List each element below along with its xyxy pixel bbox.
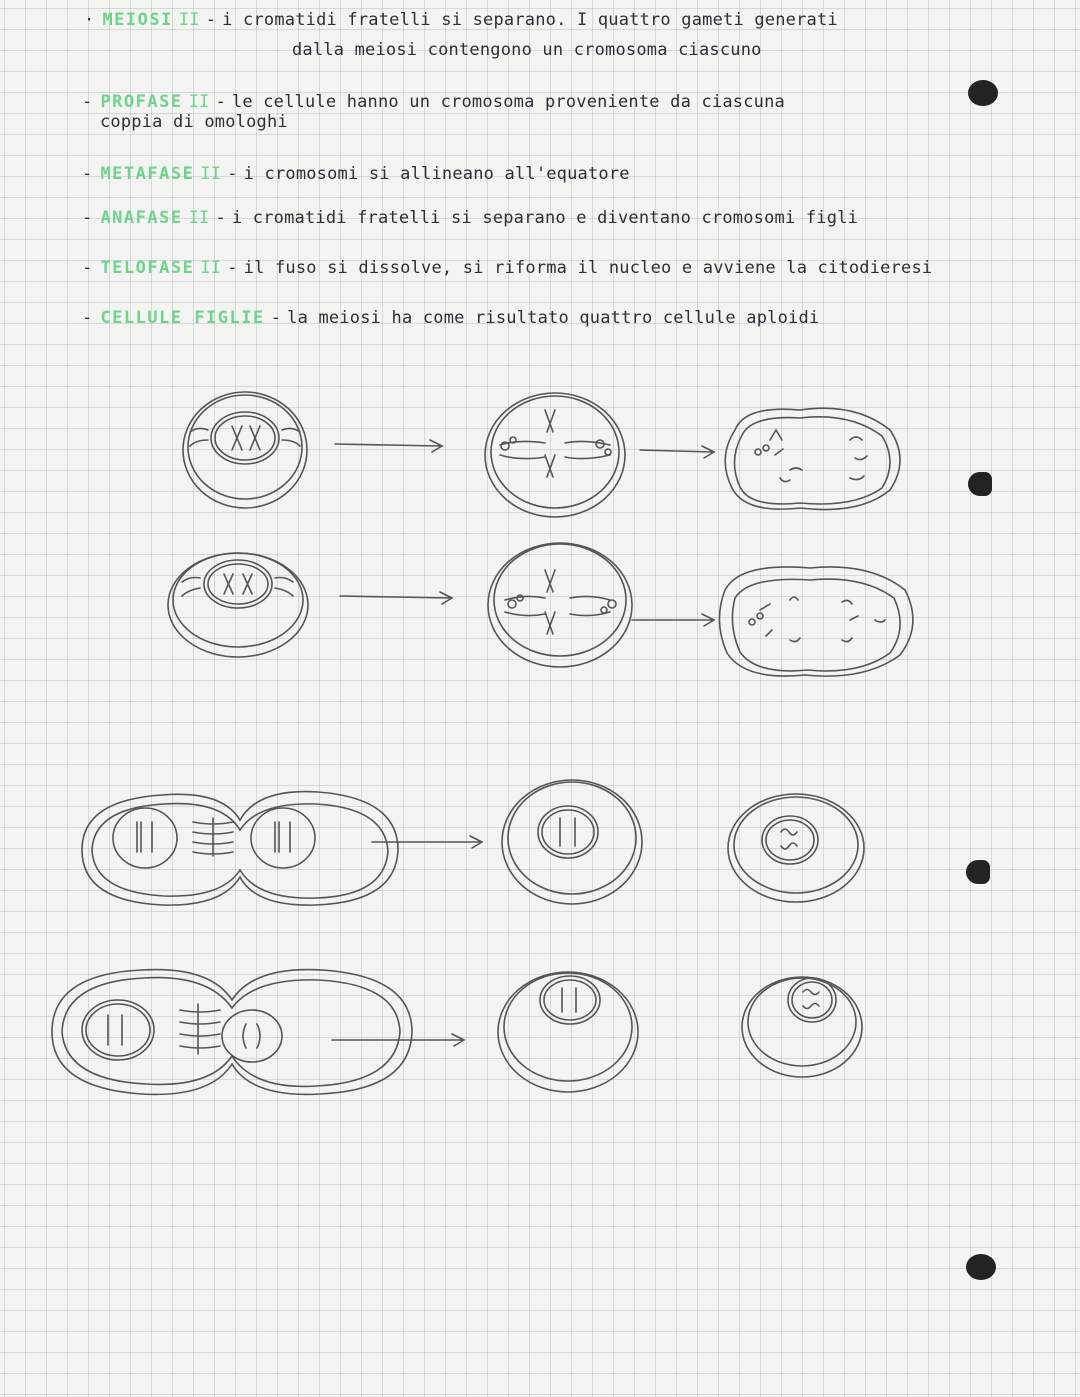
- description: coppia di omologhi: [100, 112, 288, 132]
- bullet-dash: -: [82, 308, 93, 328]
- bullet-dash: -: [82, 258, 93, 278]
- punch-hole: [966, 860, 990, 884]
- roman-numeral: II: [188, 92, 210, 112]
- separator: -: [215, 208, 226, 228]
- separator: -: [227, 258, 238, 278]
- description: il fuso si dissolve, si riforma il nucleo e avviene la citodieresi: [243, 258, 933, 278]
- cell-telofase-top: [82, 792, 398, 906]
- cell-anafase-bottom: [719, 567, 912, 676]
- roman-numeral: II: [178, 10, 200, 30]
- separator: -: [205, 10, 217, 30]
- cell-anafase-top: [725, 408, 900, 509]
- punch-hole: [966, 1254, 996, 1280]
- bullet-dash: -: [82, 164, 93, 184]
- cell-metafase-bottom: [488, 543, 632, 667]
- cell-figlia-4: [742, 977, 862, 1077]
- cell-profase-bottom: [168, 553, 308, 657]
- separator: -: [215, 92, 226, 112]
- description: i cromosomi si allineano all'equatore: [243, 164, 630, 184]
- cell-figlia-2: [728, 794, 864, 902]
- description: dalla meiosi contengono un cromosoma ciascuno: [292, 40, 762, 60]
- arrow: [372, 836, 482, 848]
- cell-telofase-bottom: [52, 970, 412, 1095]
- cell-profase-top: [183, 392, 307, 508]
- roman-numeral: II: [200, 164, 222, 184]
- description: la meiosi ha come risultato quattro cellule aploidi: [287, 308, 820, 328]
- term-profase: PROFASE: [100, 92, 183, 112]
- cell-figlia-3: [498, 972, 638, 1092]
- term-meiosi: MEIOSI: [102, 10, 173, 30]
- description: i cromatidi fratelli si separano. I quattro gameti generati: [222, 10, 838, 30]
- cell-metafase-top: [485, 393, 625, 517]
- term-cellule-figlie: CELLULE FIGLIE: [100, 308, 265, 328]
- punch-hole: [968, 472, 992, 496]
- separator: -: [270, 308, 282, 328]
- description: le cellule hanno un cromosoma proveniente da ciascuna: [231, 92, 785, 112]
- arrow: [640, 446, 714, 458]
- arrow: [632, 614, 714, 626]
- roman-numeral: II: [188, 208, 210, 228]
- bullet-dash: -: [82, 92, 93, 112]
- term-metafase: METAFASE: [100, 164, 195, 184]
- arrow: [340, 592, 452, 604]
- punch-hole: [968, 80, 998, 106]
- bullet-dot: ·: [84, 10, 95, 30]
- roman-numeral: II: [200, 258, 222, 278]
- bullet-dash: -: [82, 208, 93, 228]
- separator: -: [227, 164, 238, 184]
- arrow: [335, 440, 442, 452]
- cell-figlia-1: [502, 780, 642, 904]
- term-telofase: TELOFASE: [100, 258, 195, 278]
- description: i cromatidi fratelli si separano e diventano cromosomi figli: [231, 208, 858, 228]
- term-anafase: ANAFASE: [100, 208, 183, 228]
